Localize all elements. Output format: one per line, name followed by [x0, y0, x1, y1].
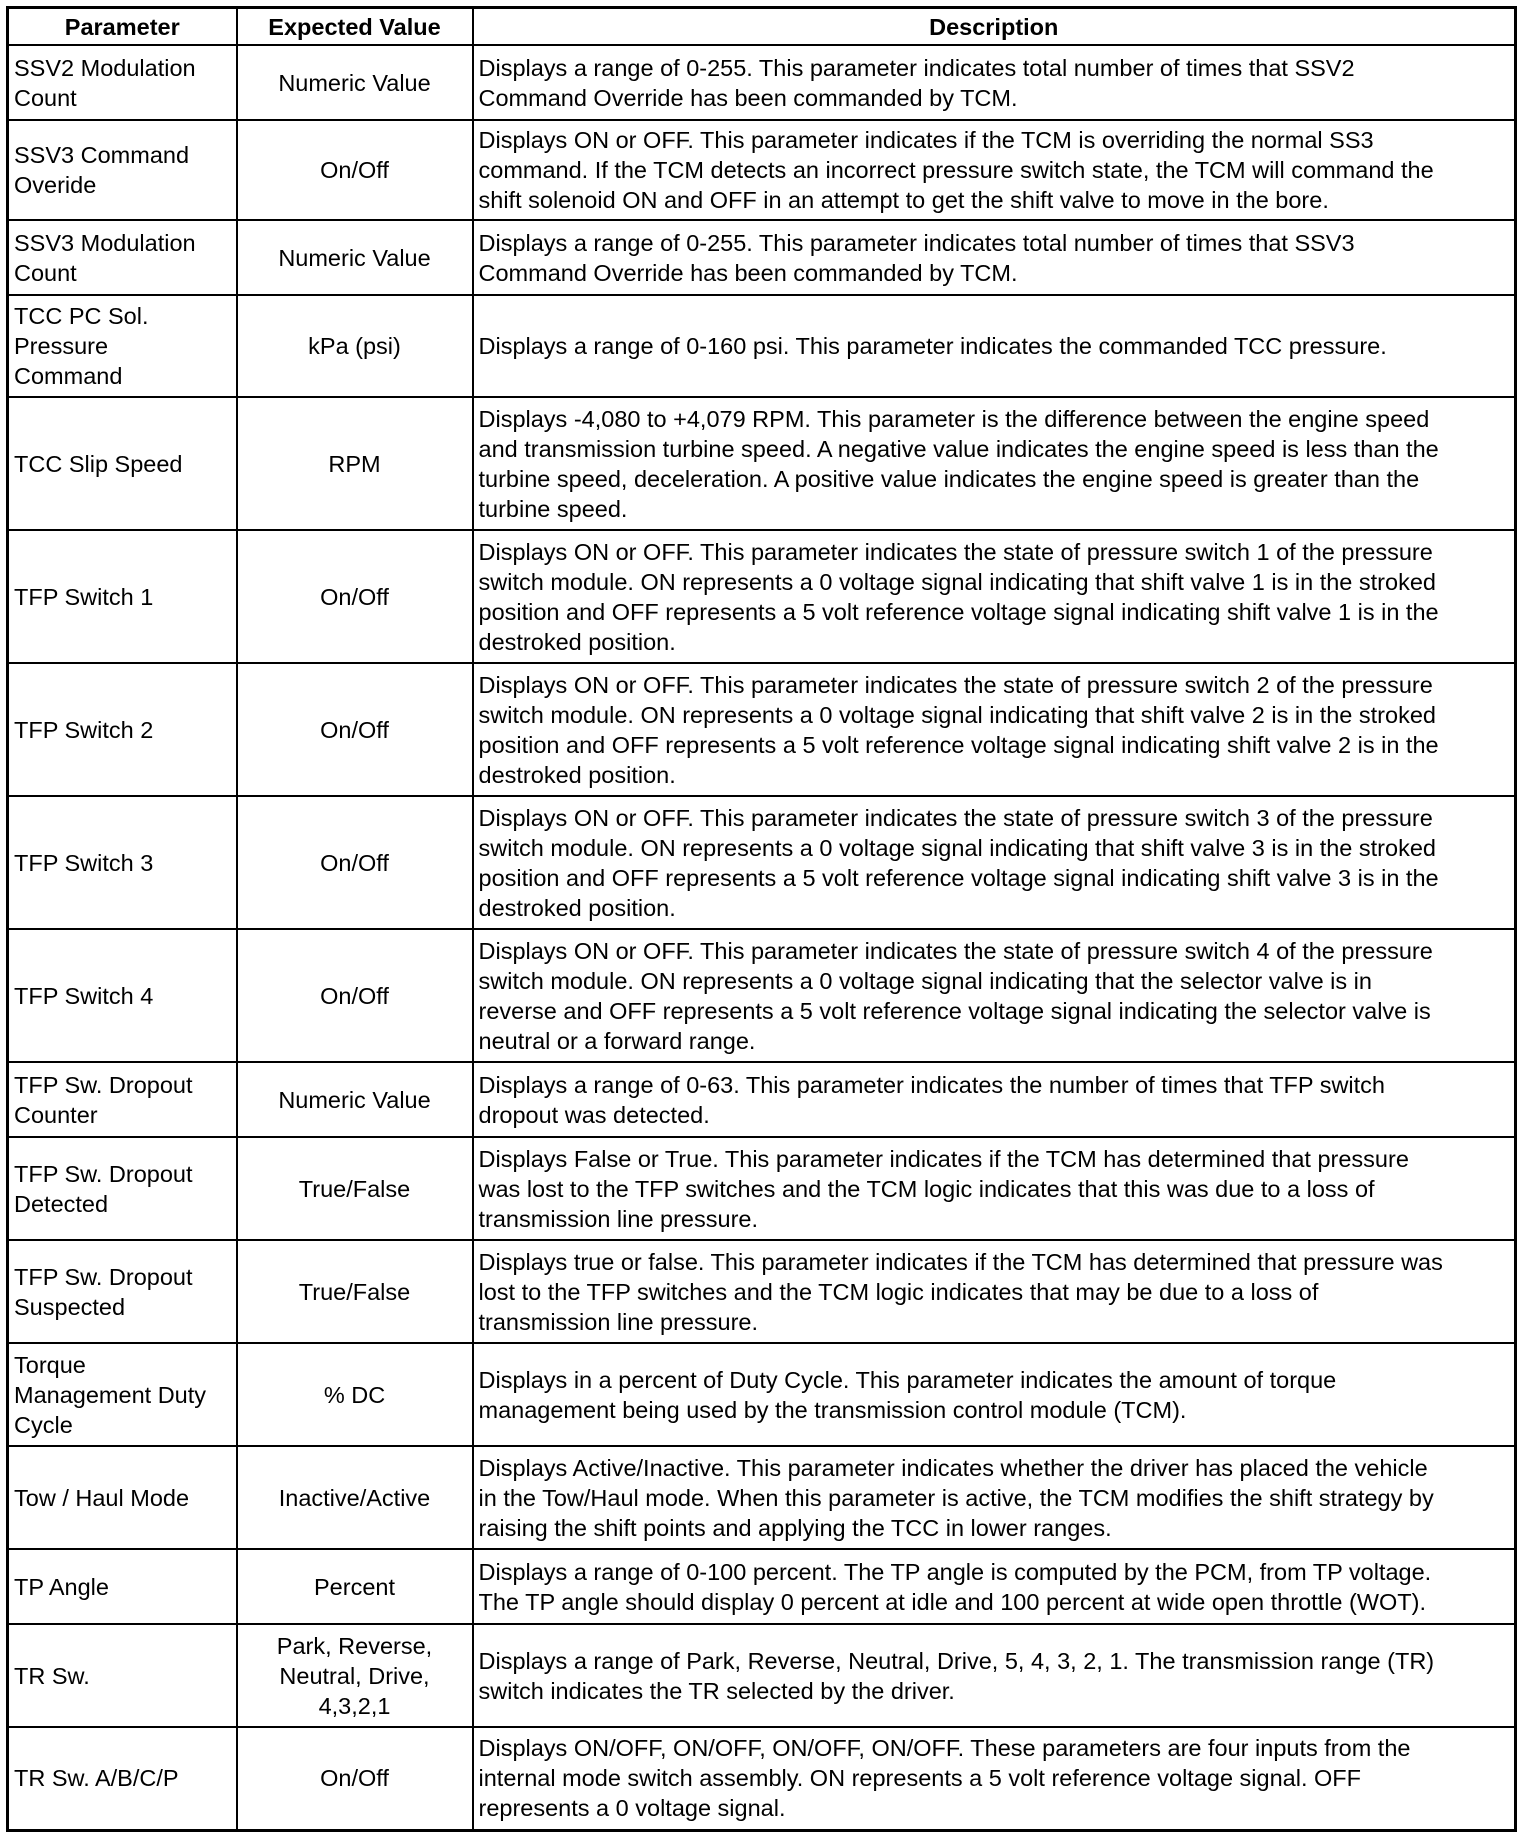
description-cell: Displays False or True. This parameter indicates if the TCM has determined that pressure was lost to the TFP switches and the TCM logic indicates that this was due to a loss of transmission line pressure. [473, 1137, 1516, 1240]
parameter-cell: TFP Switch 1 [8, 530, 237, 663]
description-cell: Displays ON or OFF. This parameter indicates the state of pressure switch 2 of the pressure switch module. ON represents a 0 voltage signal indicating that shift valve 2 is in the stroked position and OFF represents a 5 volt reference voltage signal indicating shift valve 2 is in the destroked position. [473, 663, 1516, 796]
header-parameter: Parameter [8, 8, 237, 46]
description-cell: Displays a range of 0-160 psi. This parameter indicates the commanded TCC pressure. [473, 295, 1516, 397]
expected-value-cell: On/Off [237, 929, 473, 1062]
description-cell: Displays ON or OFF. This parameter indicates if the TCM is overriding the normal SS3 command. If the TCM detects an incorrect pressure switch state, the TCM will command the shift solenoid ON and OFF in an attempt to get the shift valve to move in the bore. [473, 120, 1516, 220]
parameter-cell: TR Sw. A/B/C/P [8, 1727, 237, 1830]
header-description: Description [473, 8, 1516, 46]
table-row [8, 1727, 1516, 1830]
table-row [8, 1549, 1516, 1624]
expected-value-cell: On/Off [237, 796, 473, 929]
expected-value-cell: Numeric Value [237, 220, 473, 295]
description-cell: Displays a range of 0-255. This parameter indicates total number of times that SSV2 Command Override has been commanded by TCM. [473, 45, 1516, 120]
table-row [8, 663, 1516, 796]
parameter-cell: TP Angle [8, 1549, 237, 1624]
description-cell: Displays a range of Park, Reverse, Neutral, Drive, 5, 4, 3, 2, 1. The transmission range (TR) switch indicates the TR selected by the driver. [473, 1624, 1516, 1727]
expected-value-cell: % DC [237, 1343, 473, 1446]
table-row [8, 1240, 1516, 1343]
table-row [8, 1446, 1516, 1549]
expected-value-cell: Numeric Value [237, 45, 473, 120]
table-row [8, 120, 1516, 220]
table-row [8, 1062, 1516, 1137]
expected-value-cell: On/Off [237, 120, 473, 220]
table-row [8, 295, 1516, 397]
parameter-cell: SSV3 Command Overide [8, 120, 237, 220]
parameter-cell: TCC PC Sol. Pressure Command [8, 295, 237, 397]
description-cell: Displays ON or OFF. This parameter indicates the state of pressure switch 3 of the pressure switch module. ON represents a 0 voltage signal indicating that shift valve 3 is in the stroked position and OFF represents a 5 volt reference voltage signal indicating shift valve 3 is in the destroked position. [473, 796, 1516, 929]
description-cell: Displays ON or OFF. This parameter indicates the state of pressure switch 1 of the pressure switch module. ON represents a 0 voltage signal indicating that shift valve 1 is in the stroked position and OFF represents a 5 volt reference voltage signal indicating shift valve 1 is in the destroked position. [473, 530, 1516, 663]
table-row [8, 1624, 1516, 1727]
expected-value-cell: RPM [237, 397, 473, 530]
table-row [8, 796, 1516, 929]
header-expected-value: Expected Value [237, 8, 473, 46]
parameter-cell: TR Sw. [8, 1624, 237, 1727]
table-header-row [8, 8, 1516, 46]
parameter-cell: TFP Sw. Dropout Detected [8, 1137, 237, 1240]
parameter-cell: TFP Switch 2 [8, 663, 237, 796]
table-row [8, 929, 1516, 1062]
expected-value-cell: On/Off [237, 663, 473, 796]
expected-value-cell: kPa (psi) [237, 295, 473, 397]
expected-value-cell: On/Off [237, 1727, 473, 1830]
parameter-table [6, 6, 1517, 1832]
expected-value-cell: True/False [237, 1137, 473, 1240]
table-row [8, 397, 1516, 530]
expected-value-cell: On/Off [237, 530, 473, 663]
description-cell: Displays a range of 0-100 percent. The TP angle is computed by the PCM, from TP voltage. The TP angle should display 0 percent at idle and 100 percent at wide open throttle (WOT). [473, 1549, 1516, 1624]
description-cell: Displays in a percent of Duty Cycle. This parameter indicates the amount of torque management being used by the transmission control module (TCM). [473, 1343, 1516, 1446]
table-row [8, 1137, 1516, 1240]
parameter-cell: TCC Slip Speed [8, 397, 237, 530]
table-row [8, 530, 1516, 663]
description-cell: Displays a range of 0-255. This parameter indicates total number of times that SSV3 Command Override has been commanded by TCM. [473, 220, 1516, 295]
document-page [6, 6, 1514, 1832]
expected-value-cell: Inactive/Active [237, 1446, 473, 1549]
table-row [8, 220, 1516, 295]
description-cell: Displays true or false. This parameter indicates if the TCM has determined that pressure was lost to the TFP switches and the TCM logic indicates that may be due to a loss of transmission line pressure. [473, 1240, 1516, 1343]
expected-value-cell: Numeric Value [237, 1062, 473, 1137]
parameter-cell: TFP Sw. Dropout Suspected [8, 1240, 237, 1343]
parameter-cell: Torque Management Duty Cycle [8, 1343, 237, 1446]
parameter-cell: SSV3 Modulation Count [8, 220, 237, 295]
parameter-cell: SSV2 Modulation Count [8, 45, 237, 120]
parameter-cell: TFP Sw. Dropout Counter [8, 1062, 237, 1137]
description-cell: Displays -4,080 to +4,079 RPM. This parameter is the difference between the engine speed and transmission turbine speed. A negative value indicates the engine speed is less than the turbine speed, deceleration. A positive value indicates the engine speed is greater than the turbine speed. [473, 397, 1516, 530]
description-cell: Displays ON/OFF, ON/OFF, ON/OFF, ON/OFF. These parameters are four inputs from the internal mode switch assembly. ON represents a 5 volt reference voltage signal. OFF represents a 0 voltage signal. [473, 1727, 1516, 1830]
description-cell: Displays a range of 0-63. This parameter indicates the number of times that TFP switch dropout was detected. [473, 1062, 1516, 1137]
parameter-cell: TFP Switch 3 [8, 796, 237, 929]
parameter-cell: Tow / Haul Mode [8, 1446, 237, 1549]
expected-value-cell: Park, Reverse, Neutral, Drive, 4,3,2,1 [237, 1624, 473, 1727]
expected-value-cell: Percent [237, 1549, 473, 1624]
table-row [8, 45, 1516, 120]
table-row [8, 1343, 1516, 1446]
expected-value-cell: True/False [237, 1240, 473, 1343]
parameter-cell: TFP Switch 4 [8, 929, 237, 1062]
description-cell: Displays Active/Inactive. This parameter indicates whether the driver has placed the vehicle in the Tow/Haul mode. When this parameter is active, the TCM modifies the shift strategy by raising the shift points and applying the TCC in lower ranges. [473, 1446, 1516, 1549]
description-cell: Displays ON or OFF. This parameter indicates the state of pressure switch 4 of the pressure switch module. ON represents a 0 voltage signal indicating that the selector valve is in reverse and OFF represents a 5 volt reference voltage signal indicating the selector valve is neutral or a forward range. [473, 929, 1516, 1062]
